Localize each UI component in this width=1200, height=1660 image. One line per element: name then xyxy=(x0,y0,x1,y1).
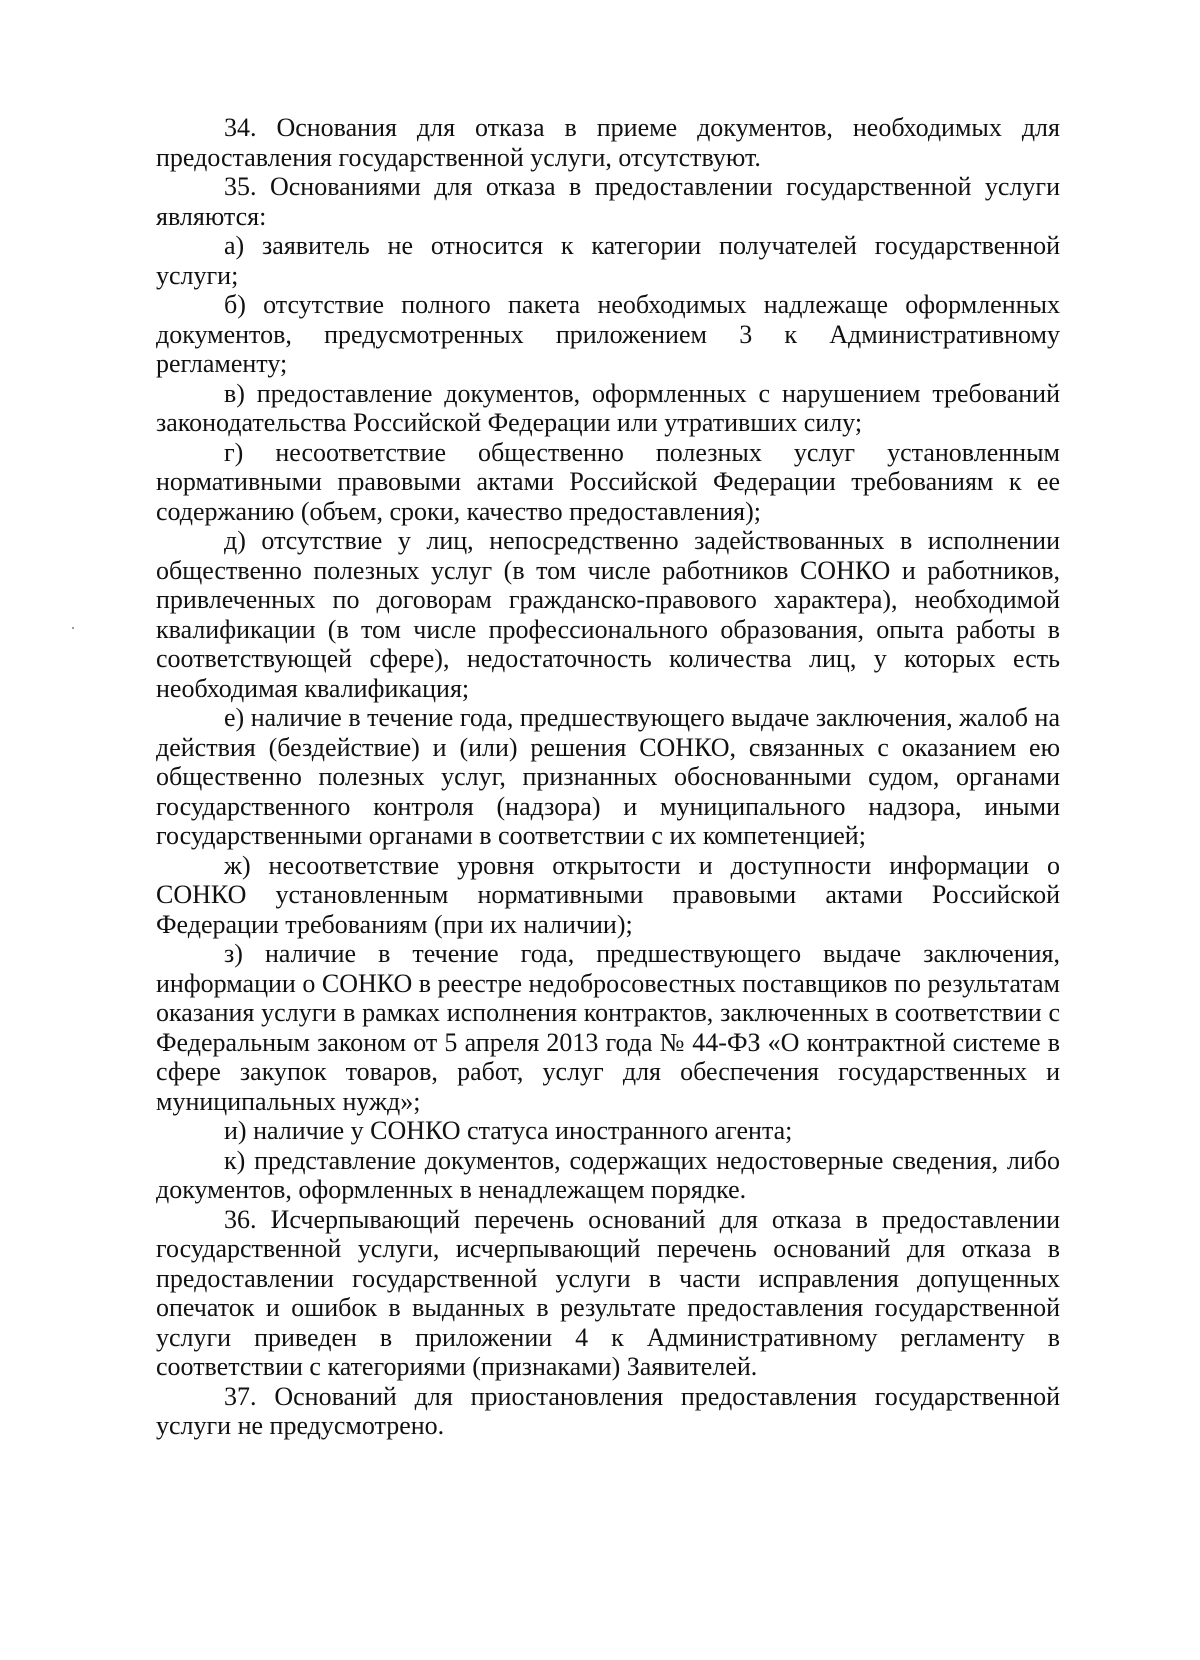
paragraph-34: 34. Основания для отказа в приеме документов, необходимых для предоставления государственной услуги, отсутствуют. xyxy=(156,113,1060,172)
list-item-zh: ж) несоответствие уровня открытости и доступности информации о СОНКО установленным нормативными правовыми актами Российской Федерации требованиям (при их наличии); xyxy=(156,850,1060,939)
paragraph-37: 37. Оснований для приостановления предоставления государственной услуги не предусмотрено. xyxy=(156,1381,1060,1440)
list-item-d: д) отсутствие у лиц, непосредственно задействованных в исполнении общественно полезных услуг (в том числе работников СОНКО и работников, привлеченных по договорам гражданско-правового характера), необходимой квалификации (в том числе профессионального образования, опыта работы в соответствующей сфере), недостаточность количества лиц, у которых есть необходимая квалификация; xyxy=(156,526,1060,703)
list-item-v: в) предоставление документов, оформленных с нарушением требований законодательства Российской Федерации или утративших силу; xyxy=(156,378,1060,437)
scan-speck xyxy=(72,627,74,629)
list-item-k: к) представление документов, содержащих недостоверные сведения, либо документов, оформленных в ненадлежащем порядке. xyxy=(156,1145,1060,1204)
list-item-i: и) наличие у СОНКО статуса иностранного агента; xyxy=(224,1116,793,1145)
list-item-a: а) заявитель не относится к категории получателей государственной услуги; xyxy=(156,231,1060,290)
list-item-e: е) наличие в течение года, предшествующего выдаче заключения, жалоб на действия (бездействие) и (или) решения СОНКО, связанных с оказанием ею общественно полезных услуг, признанных обоснованными судом, органами государственного контроля (надзора) и муниципального надзора, иными государственными органами в соответствии с их компетенцией; xyxy=(156,703,1060,850)
list-item-z: з) наличие в течение года, предшествующего выдаче заключения, информации о СОНКО в реестре недобросовестных поставщиков по результатам оказания услуги в рамках исполнения контрактов, заключенных в соответствии с Федеральным законом от 5 апреля 2013 года № 44-ФЗ «О контрактной системе в сфере закупок товаров, работ, услуг для обеспечения государственных и муниципальных нужд»; xyxy=(156,939,1060,1116)
list-item-b: б) отсутствие полного пакета необходимых надлежаще оформленных документов, предусмотренных приложением 3 к Административному регламенту; xyxy=(156,290,1060,378)
document-body xyxy=(156,113,1060,1441)
paragraph-36: 36. Исчерпывающий перечень оснований для отказа в предоставлении государственной услуги, исчерпывающий перечень оснований для отказа в предоставлении государственной услуги в части исправления допущенных опечаток и ошибок в выданных в результате предоставления государственной услуги приведен в приложении 4 к Административному регламенту в соответствии с категориями (признаками) Заявителей. xyxy=(156,1204,1060,1381)
list-item-g: г) несоответствие общественно полезных услуг установленным нормативными правовыми актами Российской Федерации требованиям к ее содержанию (объем, сроки, качество предоставления); xyxy=(156,437,1060,526)
paragraph-35: 35. Основаниями для отказа в предоставлении государственной услуги являются: xyxy=(156,172,1060,231)
